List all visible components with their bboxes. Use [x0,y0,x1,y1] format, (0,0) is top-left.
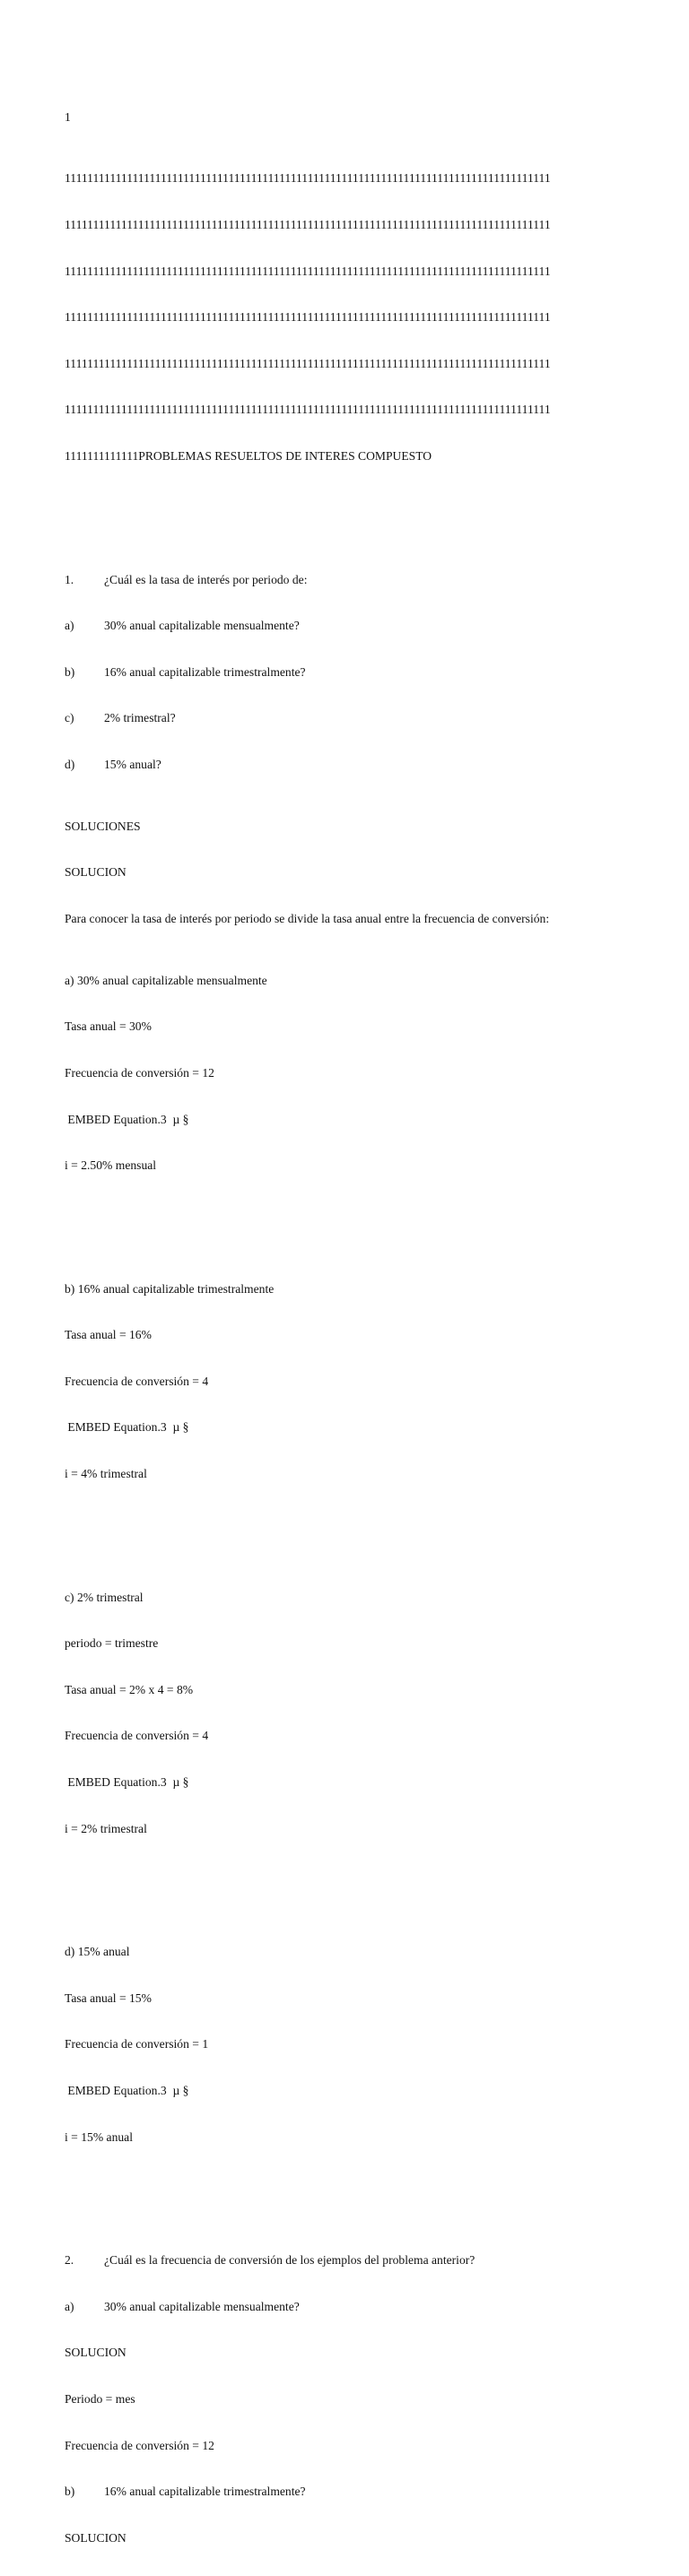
solution-c-line: periodo = trimestre [65,1636,159,1651]
ones-line: 11111111111111111111111111111111111111111111111111111111111111111111111111111111111111 [65,356,551,370]
embed-equation-placeholder: EMBED Equation.3 µ § [65,1420,189,1435]
solution-c-line: Tasa anual = 2% x 4 = 8% [65,1682,194,1696]
solution-a-line: a) 30% anual capitalizable mensualmente [65,973,267,987]
problem1-option-a [65,618,639,633]
option-text: 2% trimestral? [104,711,176,725]
solution-d-line: Frecuencia de conversión = 1 [65,2037,209,2051]
ones-line: 11111111111111111111111111111111111111111111111111111111111111111111111111111111111111 [65,310,551,325]
solution-intro: Para conocer la tasa de interés por periodo se divide la tasa anual entre la frecuencia de conversión: [65,911,550,925]
solution-c-line: Frecuencia de conversión = 4 [65,1729,209,1743]
option-marker: b) [65,664,75,679]
option-marker: d) [65,757,75,771]
option-text: 16% anual capitalizable trimestralmente? [104,664,306,679]
solution-b-result: i = 4% trimestral [65,1467,147,1481]
document-title: 1111111111111PROBLEMAS RESUELTOS DE INTERES COMPUESTO [65,448,432,463]
document-page [65,63,639,2576]
solution-c-result: i = 2% trimestral [65,1821,147,1835]
blank-line [65,1528,639,1543]
periodo-line: Periodo = mes [65,2391,135,2406]
blank-line [65,2190,639,2206]
solution-d-line: Tasa anual = 15% [65,1991,152,2005]
solution-b-line: Tasa anual = 16% [65,1328,152,1342]
solution-a-line: Frecuencia de conversión = 12 [65,1065,214,1080]
problem1-question-text: ¿Cuál es la tasa de interés por periodo de: [104,572,308,586]
solution-d-result: i = 15% anual [65,2129,133,2144]
problem2-number: 2. [65,2253,74,2268]
problem2-option-b [65,2484,639,2499]
solucion-heading: SOLUCION [65,2346,126,2360]
ones-line: 11111111111111111111111111111111111111111111111111111111111111111111111111111111111111 [65,403,551,417]
solution-c-line: c) 2% trimestral [65,1590,144,1604]
option-marker: a) [65,619,74,633]
ones-line: 11111111111111111111111111111111111111111111111111111111111111111111111111111111111111 [65,264,551,278]
blank-line [65,1219,639,1235]
solution-b-line: b) 16% anual capitalizable trimestralmente [65,1281,275,1296]
problem1-question [65,572,639,587]
ones-line: 11111111111111111111111111111111111111111111111111111111111111111111111111111111111111 [65,218,551,231]
blank-line [65,510,639,525]
solution-a-result: i = 2.50% mensual [65,1158,157,1173]
solution-b-line: Frecuencia de conversión = 4 [65,1374,209,1388]
frecuencia-line: Frecuencia de conversión = 12 [65,2438,214,2452]
problem1-option-d [65,757,639,772]
option-text: 16% anual capitalizable trimestralmente? [104,2485,306,2499]
embed-equation-placeholder: EMBED Equation.3 µ § [65,2084,189,2097]
page-number: 1 [65,109,71,124]
solucion-heading: SOLUCION [65,865,126,880]
problem1-option-c [65,710,639,725]
problem2-option-a [65,2299,639,2314]
embed-equation-placeholder: EMBED Equation.3 µ § [65,1775,189,1790]
problem2-question-text: ¿Cuál es la frecuencia de conversión de los ejemplos del problema anterior? [104,2253,475,2268]
soluciones-heading: SOLUCIONES [65,819,141,833]
ones-line: 11111111111111111111111111111111111111111111111111111111111111111111111111111111111111 [65,171,551,186]
embed-equation-placeholder: EMBED Equation.3 µ § [65,1112,189,1126]
option-text: 15% anual? [104,757,161,771]
solucion-heading: SOLUCION [65,2530,126,2545]
option-text: 30% anual capitalizable mensualmente? [104,619,300,633]
problem1-number: 1. [65,572,74,586]
problem2-question [65,2252,639,2268]
option-marker: a) [65,2299,74,2313]
blank-line [65,1882,639,1897]
option-text: 30% anual capitalizable mensualmente? [104,2299,300,2313]
solution-d-line: d) 15% anual [65,1945,130,1959]
option-marker: b) [65,2485,75,2499]
solution-a-line: Tasa anual = 30% [65,1019,152,1034]
problem1-option-b [65,664,639,680]
option-marker: c) [65,711,74,725]
